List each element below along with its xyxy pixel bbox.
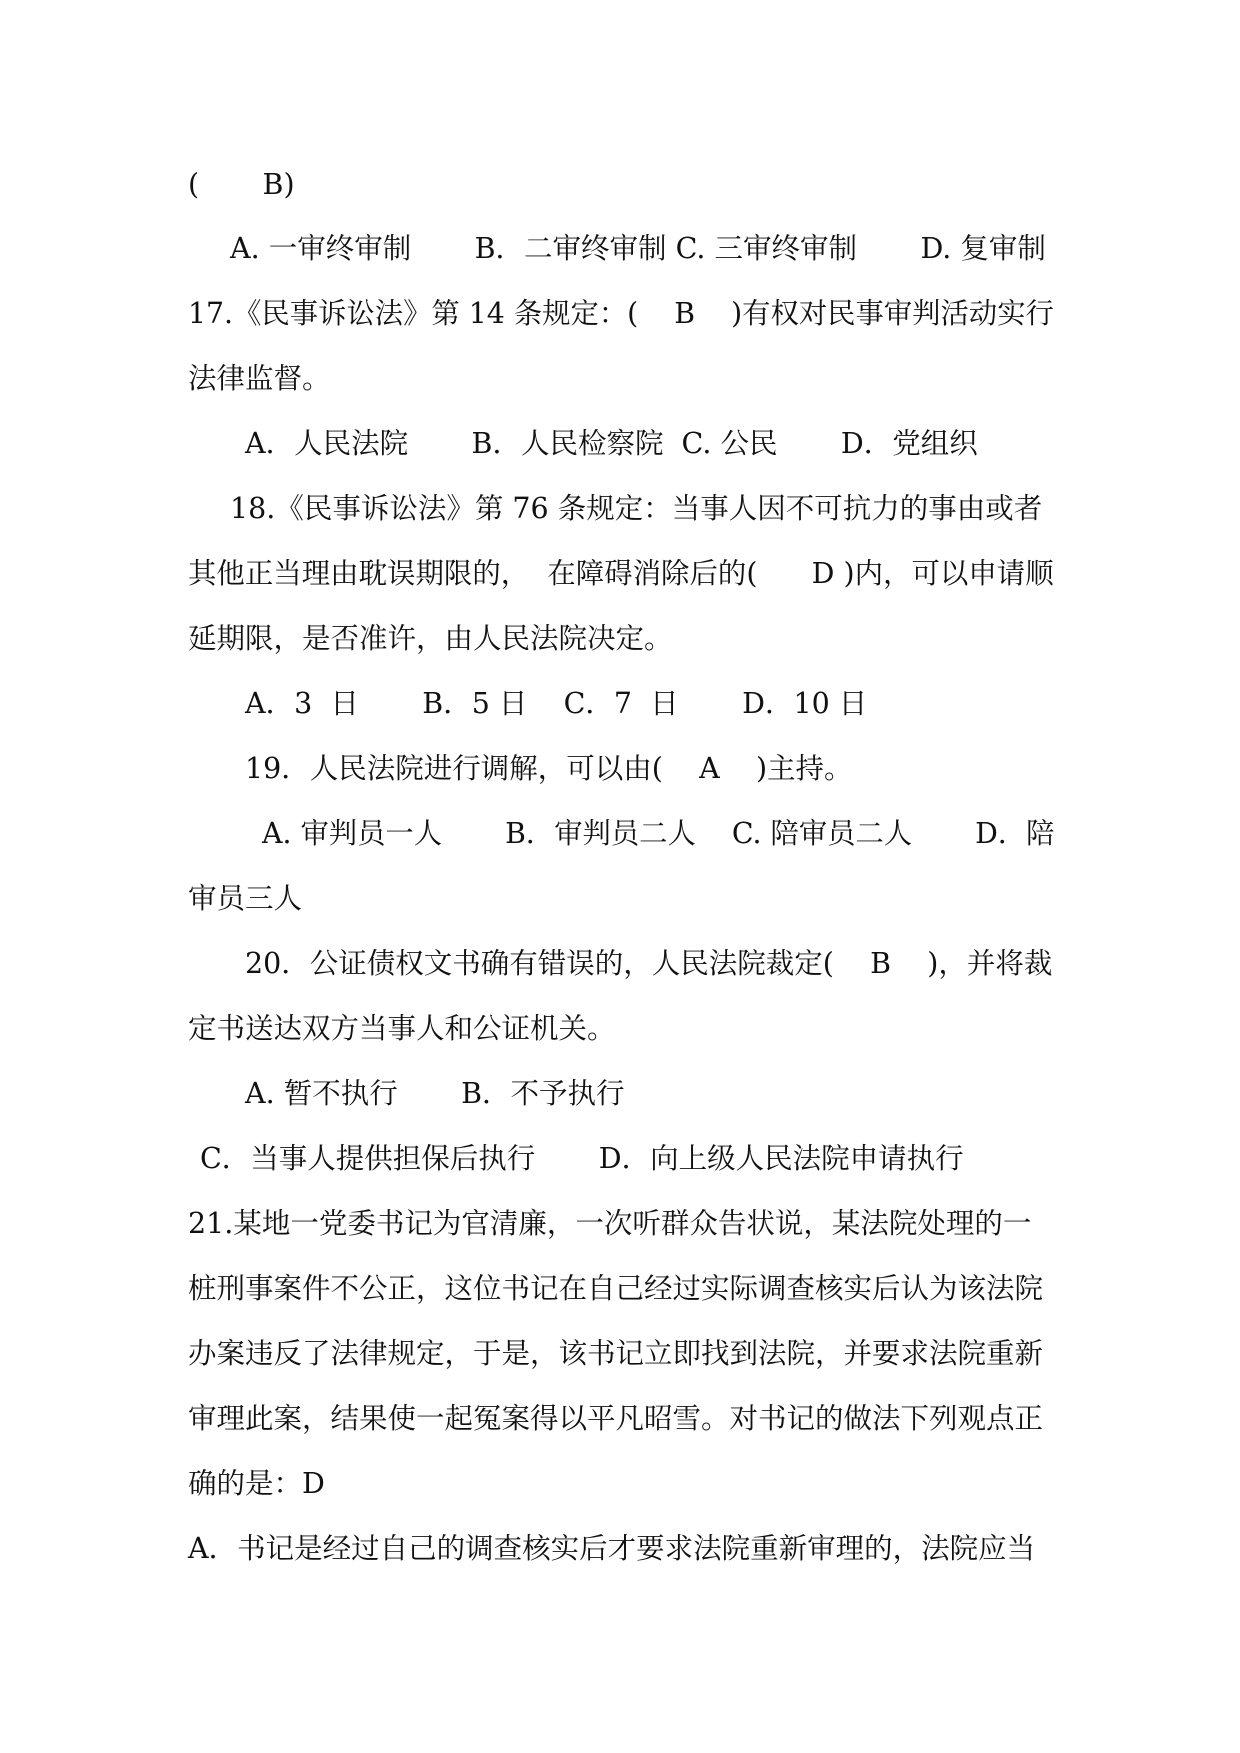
question-21-line-1: 21.某地一党委书记为官清廉，一次听群众告状说，某法院处理的一: [188, 1207, 1032, 1240]
question-21-answer: 确的是：D: [188, 1467, 325, 1500]
question-20-line-1: 20．公证债权文书确有错误的，人民法院裁定( B )，并将裁: [245, 947, 1053, 980]
question-17-line-1: 17.《民事诉讼法》第 14 条规定：( B )有权对民事审判活动实行: [188, 297, 1054, 330]
options-line-17: A．人民法院 B．人民检察院 C. 公民 D．党组织: [245, 427, 978, 460]
options-line-16: A. 一审终审制 B．二审终审制 C. 三审终审制 D. 复审制: [230, 232, 1046, 265]
options-line-19: A. 审判员一人 B．审判员二人 C. 陪审员二人 D．陪: [262, 817, 1055, 850]
answer-line-16: ( B): [188, 168, 295, 201]
question-17-line-2: 法律监督。: [188, 362, 331, 395]
options-line-20-b: C．当事人提供担保后执行 D．向上级人民法院申请执行: [200, 1142, 964, 1175]
options-line-20-a: A. 暂不执行 B．不予执行: [245, 1077, 625, 1110]
question-21-line-4: 审理此案，结果使一起冤案得以平凡昭雪。对书记的做法下列观点正: [188, 1402, 1044, 1435]
question-19-line-1: 19．人民法院进行调解，可以由( A )主持。: [245, 752, 853, 785]
question-18-line-1: 18.《民事诉讼法》第 76 条规定：当事人因不可抗力的事由或者: [230, 492, 1043, 525]
question-18-line-2: 其他正当理由耽误期限的， 在障碍消除后的( D )内，可以申请顺: [188, 557, 1054, 590]
question-21-line-2: 桩刑事案件不公正，这位书记在自己经过实际调查核实后认为该法院: [188, 1272, 1044, 1305]
question-21-line-3: 办案违反了法律规定，于是，该书记立即找到法院，并要求法院重新: [188, 1337, 1044, 1370]
options-line-21-a: A．书记是经过自己的调查核实后才要求法院重新审理的，法院应当: [188, 1532, 1036, 1565]
options-line-19-cont: 审员三人: [188, 882, 303, 915]
options-line-18: A．3 日 B．5 日 C．7 日 D．10 日: [245, 687, 868, 720]
question-18-line-3: 延期限，是否准许，由人民法院决定。: [188, 622, 673, 655]
question-20-line-2: 定书送达双方当事人和公证机关。: [188, 1012, 616, 1045]
